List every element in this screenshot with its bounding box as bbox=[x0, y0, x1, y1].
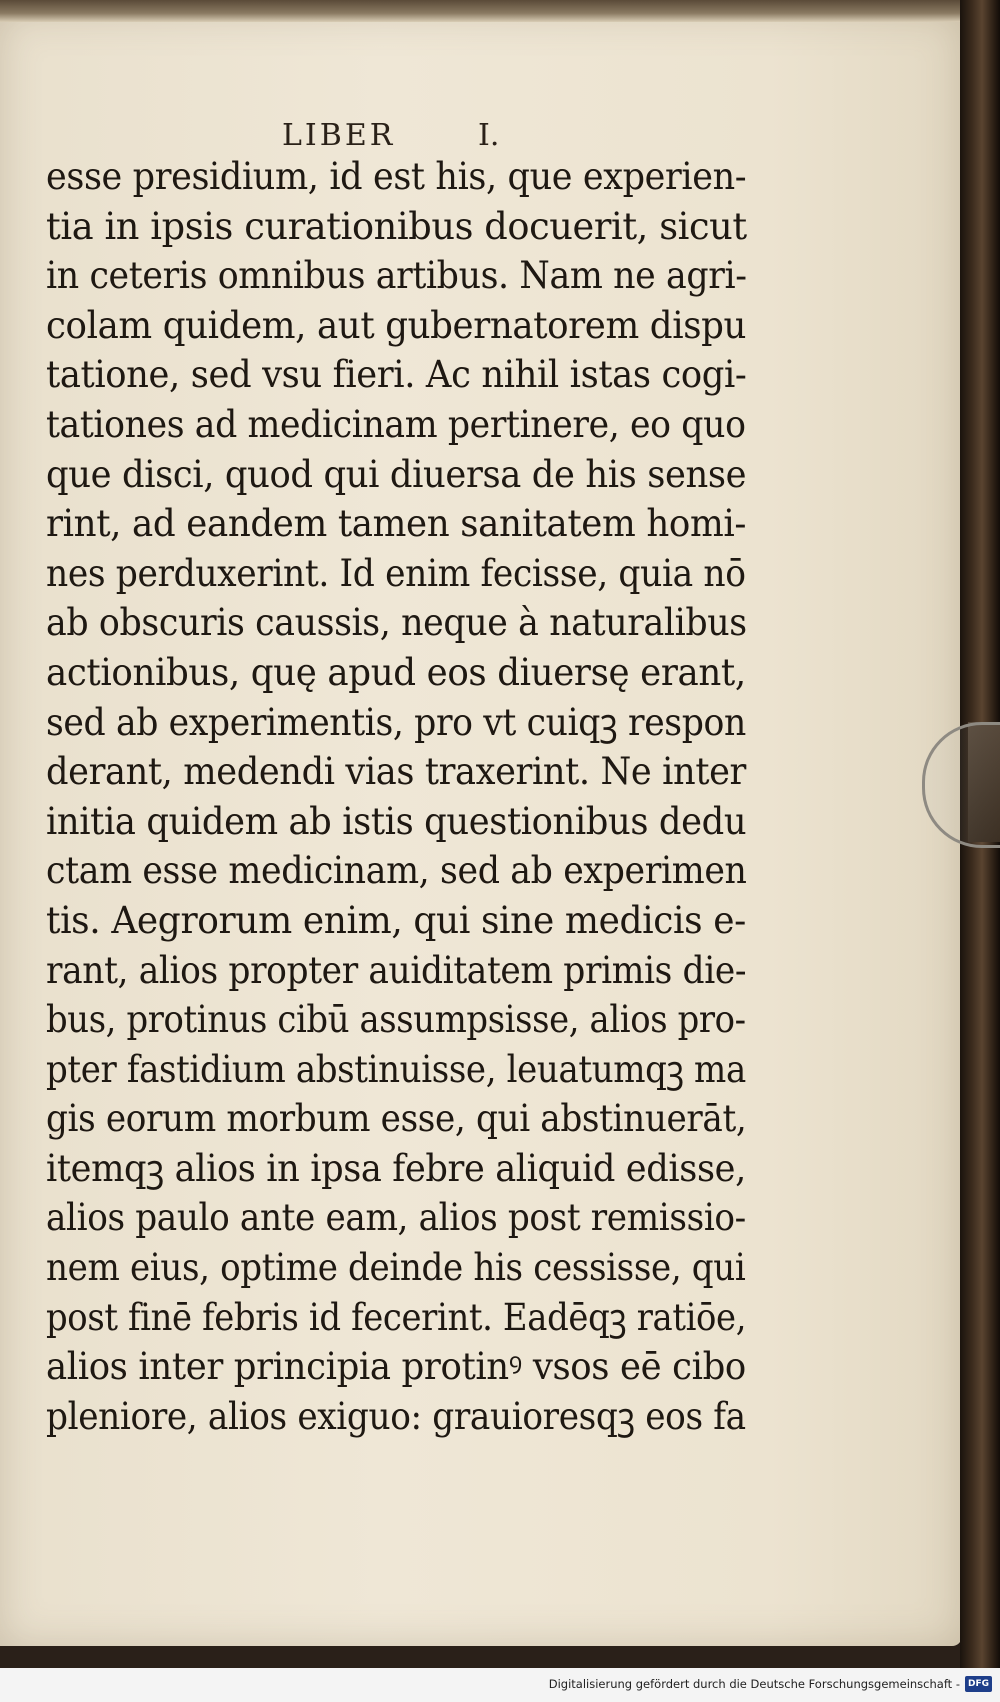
text-line: sed ab experimentis, pro vt cuiqꝫ respon bbox=[46, 700, 746, 744]
text-line: actionibus, quę apud eos diuersę erant, bbox=[46, 650, 746, 694]
text-line: esse presidium, id est his, que experien- bbox=[46, 155, 747, 198]
text-line: tatione, sed vsu fieri. Ac nihil istas cogi- bbox=[46, 353, 747, 397]
text-line: ab obscuris caussis, neque à naturalibus bbox=[46, 601, 747, 645]
text-line: pter fastidium abstinuisse, leuatumqꝫ ma bbox=[46, 1047, 746, 1091]
text-line: bus, protinus cibū assumpsisse, alios pro- bbox=[46, 998, 746, 1042]
text-line: tationes ad medicinam pertinere, eo quo bbox=[46, 402, 746, 446]
digitization-footer bbox=[0, 1668, 1000, 1702]
text-line: pleniore, alios exiguo: grauioresqꝫ eos fa bbox=[46, 1394, 746, 1438]
text-line: ctam esse medicinam, sed ab experimen bbox=[46, 849, 747, 893]
text-line: tis. Aegrorum enim, qui sine medicis e- bbox=[46, 898, 746, 942]
text-line: in ceteris omnibus artibus. Nam ne agri- bbox=[46, 254, 747, 298]
text-line: derant, medendi vias traxerint. Ne inter bbox=[46, 750, 746, 794]
text-line: gis eorum morbum esse, qui abstinuerāt, bbox=[46, 1097, 747, 1141]
text-line: nes perduxerint. Id enim fecisse, quia nō bbox=[46, 551, 746, 595]
text-line: alios inter principia protinꝰ vsos eē cibo bbox=[46, 1345, 746, 1389]
text-line: post finē febris id fecerint. Eadēqꝫ ratiōe, bbox=[46, 1295, 747, 1339]
running-head-book-number: I. bbox=[478, 118, 500, 153]
text-line: que disci, quod qui diuersa de his sense bbox=[46, 452, 747, 496]
text-line: alios paulo ante eam, alios post remissio- bbox=[46, 1196, 746, 1240]
running-head-title: LIBER bbox=[282, 118, 396, 153]
text-line: colam quidem, aut gubernatorem dispu bbox=[46, 303, 747, 347]
text-line: rint, ad eandem tamen sanitatem homi- bbox=[46, 502, 747, 546]
dfg-logo: DFG bbox=[965, 1676, 992, 1692]
page-top-edge bbox=[0, 0, 960, 22]
text-line: nem eius, optime deinde his cessisse, qui bbox=[46, 1246, 746, 1290]
text-line: rant, alios propter auiditatem primis die- bbox=[46, 948, 747, 992]
text-line: tia in ipsis curationibus docuerit, sicut bbox=[46, 204, 747, 248]
text-line: initia quidem ab istis questionibus dedu bbox=[46, 799, 747, 843]
text-line: itemqꝫ alios in ipsa febre aliquid edisse, bbox=[46, 1146, 746, 1190]
funding-credit: Digitalisierung gefördert durch die Deutsche Forschungsgemeinschaft - bbox=[548, 1677, 960, 1691]
body-text bbox=[46, 152, 786, 1441]
